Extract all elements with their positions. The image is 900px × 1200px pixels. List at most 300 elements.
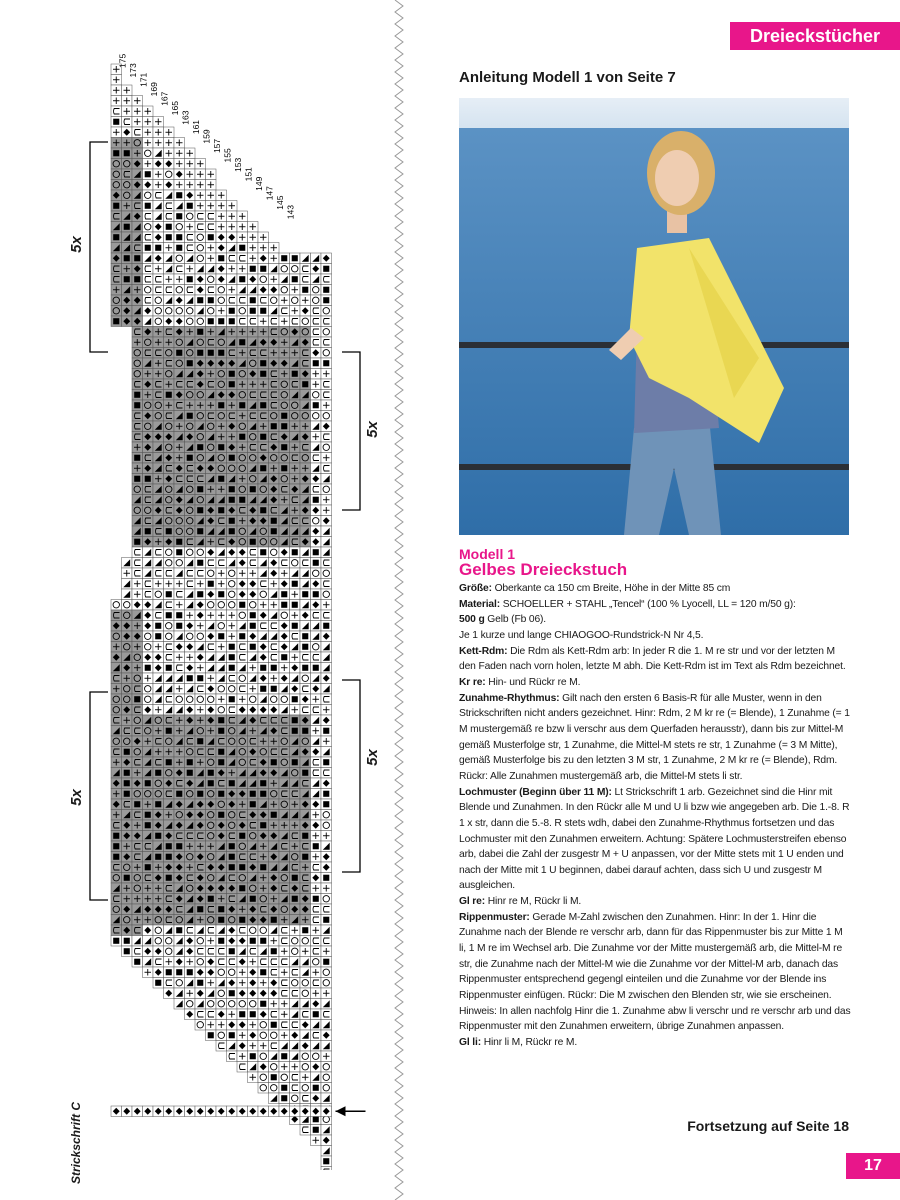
chart-cell xyxy=(269,1062,280,1073)
chart-cell xyxy=(258,873,269,884)
chart-cell xyxy=(321,1051,332,1062)
chart-cell xyxy=(206,222,217,233)
chart-cell xyxy=(279,369,290,380)
chart-cell xyxy=(132,169,143,180)
chart-cell xyxy=(174,967,185,978)
cast-on-cell xyxy=(111,1106,122,1117)
chart-cell xyxy=(185,285,196,296)
chart-cell xyxy=(269,925,280,936)
chart-cell xyxy=(132,127,143,138)
chart-cell xyxy=(132,285,143,296)
chart-cell xyxy=(321,747,332,758)
chart-cell xyxy=(216,946,227,957)
chart-cell xyxy=(206,652,217,663)
chart-cell xyxy=(237,411,248,422)
chart-cell xyxy=(248,652,259,663)
chart-cell xyxy=(206,610,217,621)
chart-cell xyxy=(248,736,259,747)
chart-cell xyxy=(237,390,248,401)
chart-cell xyxy=(300,547,311,558)
chart-cell xyxy=(279,642,290,653)
chart-cell xyxy=(122,820,133,831)
chart-cell xyxy=(164,369,175,380)
chart-cell xyxy=(143,211,154,222)
chart-cell xyxy=(111,96,122,107)
chart-cell xyxy=(300,453,311,464)
chart-cell xyxy=(206,736,217,747)
chart-cell xyxy=(311,999,322,1010)
chart-cell xyxy=(269,705,280,716)
chart-cell xyxy=(248,946,259,957)
chart-cell xyxy=(237,1051,248,1062)
chart-cell xyxy=(311,946,322,957)
chart-cell xyxy=(279,925,290,936)
chart-cell xyxy=(174,253,185,264)
continued-note: Fortsetzung auf Seite 18 xyxy=(687,1118,849,1134)
chart-cell xyxy=(311,1125,322,1136)
chart-cell xyxy=(216,999,227,1010)
chart-cell xyxy=(248,516,259,527)
chart-cell xyxy=(185,967,196,978)
chart-cell xyxy=(279,915,290,926)
chart-cell xyxy=(206,558,217,569)
chart-cell xyxy=(132,936,143,947)
chart-cell xyxy=(290,967,301,978)
chart-cell xyxy=(174,169,185,180)
chart-cell xyxy=(290,358,301,369)
chart-cell xyxy=(174,936,185,947)
chart-cell xyxy=(216,810,227,821)
chart-cell xyxy=(195,768,206,779)
chart-cell xyxy=(206,432,217,443)
chart-cell xyxy=(279,789,290,800)
chart-cell xyxy=(195,652,206,663)
chart-cell xyxy=(248,537,259,548)
chart-cell xyxy=(174,631,185,642)
chart-cell xyxy=(164,852,175,863)
chart-cell xyxy=(248,789,259,800)
chart-cell xyxy=(300,789,311,800)
chart-cell xyxy=(164,285,175,296)
chart-cell xyxy=(216,526,227,537)
chart-cell xyxy=(258,369,269,380)
chart-cell xyxy=(216,631,227,642)
chart-cell xyxy=(195,484,206,495)
chart-cell xyxy=(300,600,311,611)
chart-cell xyxy=(195,432,206,443)
chart-cell xyxy=(174,474,185,485)
chart-cell xyxy=(300,579,311,590)
chart-cell xyxy=(195,904,206,915)
chart-cell xyxy=(216,463,227,474)
chart-cell xyxy=(321,400,332,411)
chart-cell xyxy=(185,148,196,159)
chart-cell xyxy=(122,904,133,915)
chart-cell xyxy=(290,369,301,380)
chart-cell xyxy=(153,453,164,464)
chart-cell xyxy=(164,201,175,212)
chart-cell xyxy=(227,243,238,254)
chart-cell xyxy=(258,621,269,632)
chart-cell xyxy=(195,957,206,968)
row-number: 169 xyxy=(149,82,159,97)
chart-cell xyxy=(111,117,122,128)
chart-cell xyxy=(206,442,217,453)
chart-cell xyxy=(195,390,206,401)
chart-cell xyxy=(143,820,154,831)
chart-cell xyxy=(248,421,259,432)
chart-cell xyxy=(132,180,143,191)
chart-cell xyxy=(269,894,280,905)
chart-cell xyxy=(216,390,227,401)
chart-cell xyxy=(311,526,322,537)
chart-cell xyxy=(185,705,196,716)
chart-cell xyxy=(300,327,311,338)
chart-cell xyxy=(237,547,248,558)
chart-cell xyxy=(132,138,143,149)
chart-cell xyxy=(164,253,175,264)
chart-cell xyxy=(206,904,217,915)
chart-cell xyxy=(143,810,154,821)
chart-cell xyxy=(174,495,185,506)
chart-cell xyxy=(216,736,227,747)
chart-cell xyxy=(185,463,196,474)
chart-cell xyxy=(143,589,154,600)
chart-cell xyxy=(216,211,227,222)
chart-cell xyxy=(248,432,259,443)
chart-cell xyxy=(174,736,185,747)
chart-cell xyxy=(290,631,301,642)
chart-cell xyxy=(248,862,259,873)
chart-cell xyxy=(185,390,196,401)
chart-cell xyxy=(164,148,175,159)
chart-cell xyxy=(258,862,269,873)
chart-cell xyxy=(290,694,301,705)
chart-cell xyxy=(164,568,175,579)
chart-cell xyxy=(269,1009,280,1020)
chart-cell xyxy=(311,621,322,632)
chart-cell xyxy=(195,243,206,254)
chart-cell xyxy=(237,652,248,663)
chart-cell xyxy=(269,757,280,768)
chart-cell xyxy=(195,295,206,306)
chart-cell xyxy=(185,337,196,348)
chart-cell xyxy=(269,1093,280,1104)
chart-cell xyxy=(321,778,332,789)
chart-cell xyxy=(269,768,280,779)
chart-cell xyxy=(132,442,143,453)
chart-cell xyxy=(290,789,301,800)
chart-cell xyxy=(237,883,248,894)
chart-cell xyxy=(237,505,248,516)
chart-cell xyxy=(132,547,143,558)
chart-cell xyxy=(216,474,227,485)
chart-cell xyxy=(216,264,227,275)
chart-cell xyxy=(111,75,122,86)
chart-cell xyxy=(269,852,280,863)
chart-cell xyxy=(206,243,217,254)
chart-cell xyxy=(248,715,259,726)
chart-cell xyxy=(237,495,248,506)
chart-cell xyxy=(269,358,280,369)
chart-cell xyxy=(143,663,154,674)
chart-cell xyxy=(111,831,122,842)
chart-cell xyxy=(111,295,122,306)
chart-cell xyxy=(279,579,290,590)
chart-cell xyxy=(206,999,217,1010)
paragraph-reverse-stockinette: Gl li: Hinr li M, Rückr re M. xyxy=(459,1037,578,1049)
chart-cell xyxy=(311,894,322,905)
chart-cell xyxy=(237,841,248,852)
chart-cell xyxy=(311,568,322,579)
chart-cell xyxy=(237,621,248,632)
chart-cell xyxy=(279,285,290,296)
chart-cell xyxy=(216,579,227,590)
chart-cell xyxy=(206,631,217,642)
chart-cell xyxy=(216,253,227,264)
chart-cell xyxy=(227,705,238,716)
chart-cell xyxy=(216,600,227,611)
repeat-bracket-lower-right xyxy=(342,680,360,872)
chart-cell xyxy=(227,946,238,957)
chart-cell xyxy=(321,505,332,516)
chart-cell xyxy=(227,421,238,432)
chart-cell xyxy=(132,904,143,915)
chart-cell xyxy=(269,537,280,548)
chart-cell xyxy=(206,946,217,957)
chart-cell xyxy=(237,642,248,653)
chart-cell xyxy=(321,337,332,348)
chart-cell xyxy=(311,673,322,684)
chart-cell xyxy=(258,505,269,516)
cast-on-cell xyxy=(237,1106,248,1117)
chart-cell xyxy=(300,1030,311,1041)
chart-cell xyxy=(153,789,164,800)
chart-cell xyxy=(206,295,217,306)
chart-cell xyxy=(195,222,206,233)
chart-cell xyxy=(279,621,290,632)
chart-cell xyxy=(237,799,248,810)
chart-cell xyxy=(279,757,290,768)
chart-cell xyxy=(174,421,185,432)
chart-cell xyxy=(290,999,301,1010)
chart-cell xyxy=(195,442,206,453)
chart-cell xyxy=(248,474,259,485)
chart-cell xyxy=(122,589,133,600)
cast-on-cell xyxy=(290,1106,301,1117)
chart-cell xyxy=(321,894,332,905)
chart-cell xyxy=(216,652,227,663)
chart-cell xyxy=(143,243,154,254)
chart-cell xyxy=(174,904,185,915)
chart-cell xyxy=(164,778,175,789)
chart-cell xyxy=(164,222,175,233)
chart-cell xyxy=(279,463,290,474)
chart-cell xyxy=(206,358,217,369)
chart-cell xyxy=(311,925,322,936)
chart-cell xyxy=(206,316,217,327)
chart-cell xyxy=(174,316,185,327)
chart-cell xyxy=(216,883,227,894)
chart-cell xyxy=(269,621,280,632)
paragraph-increase-rhythm: Zunahme-Rhythmus: Gilt nach den ersten 6 Basis-R für alle Muster, wenn in den Strickschriften nicht anders gezeichnet. Hinr: Rdm, 2 M kr re (= Blende), 1 Zunahme (= 1 M mustergemäß re bzw li verschr aus dem Querfaden herausstr), dann bis zur Mittel-M gemäß Musterfolge str, 1 Zunahme, die Mittel-M stets re str, 1 Zunahme (= 3 M Mitte), gemäß Musterfolge bis zu den letzten 3 M str, 1 Zunahme, 2 M kr re (= Blende), Rdm. Rückr: Alle Zunahmen mustergemäß arb, die Mittel-M stets li str. xyxy=(459,692,850,782)
chart-cell xyxy=(279,264,290,275)
chart-cell xyxy=(248,568,259,579)
chart-cell xyxy=(227,232,238,243)
chart-cell xyxy=(290,894,301,905)
chart-cell xyxy=(164,516,175,527)
chart-cell xyxy=(143,400,154,411)
chart-cell xyxy=(237,421,248,432)
chart-cell xyxy=(321,631,332,642)
chart-cell xyxy=(227,642,238,653)
chart-cell xyxy=(195,789,206,800)
chart-cell xyxy=(258,852,269,863)
chart-cell xyxy=(153,190,164,201)
chart-cell xyxy=(174,222,185,233)
chart-cell xyxy=(311,684,322,695)
chart-cell xyxy=(237,862,248,873)
chart-cell xyxy=(174,768,185,779)
chart-cell xyxy=(321,1041,332,1052)
row-number: 171 xyxy=(138,72,149,87)
chart-cell xyxy=(164,810,175,821)
chart-cell xyxy=(185,600,196,611)
chart-cell xyxy=(279,253,290,264)
chart-cell xyxy=(153,558,164,569)
chart-cell xyxy=(174,369,185,380)
chart-cell xyxy=(279,327,290,338)
chart-cell xyxy=(248,495,259,506)
chart-cell xyxy=(227,978,238,989)
chart-cell xyxy=(174,789,185,800)
chart-cell xyxy=(153,883,164,894)
chart-cell xyxy=(206,232,217,243)
chart-cell xyxy=(174,915,185,926)
chart-cell xyxy=(227,999,238,1010)
chart-cell xyxy=(227,747,238,758)
chart-cell xyxy=(227,925,238,936)
chart-cell xyxy=(206,778,217,789)
chart-cell xyxy=(269,642,280,653)
chart-cell xyxy=(227,558,238,569)
chart-cell xyxy=(248,841,259,852)
chart-cell xyxy=(258,831,269,842)
chart-cell xyxy=(311,264,322,275)
chart-cell xyxy=(164,988,175,999)
chart-cell xyxy=(300,610,311,621)
chart-cell xyxy=(153,442,164,453)
chart-cell xyxy=(153,316,164,327)
chart-cell xyxy=(248,915,259,926)
chart-cell xyxy=(111,705,122,716)
chart-cell xyxy=(269,747,280,758)
chart-cell xyxy=(279,337,290,348)
chart-cell xyxy=(153,778,164,789)
chart-cell xyxy=(111,694,122,705)
chart-cell xyxy=(227,1030,238,1041)
chart-cell xyxy=(290,516,301,527)
chart-cell xyxy=(143,915,154,926)
chart-cell xyxy=(206,285,217,296)
chart-cell xyxy=(300,1062,311,1073)
chart-cell xyxy=(132,453,143,464)
chart-cell xyxy=(290,810,301,821)
chart-cell xyxy=(143,547,154,558)
chart-cell xyxy=(290,453,301,464)
chart-cell xyxy=(132,810,143,821)
chart-cell xyxy=(174,505,185,516)
chart-cell xyxy=(153,138,164,149)
chart-cell xyxy=(237,285,248,296)
chart-cell xyxy=(237,747,248,758)
chart-cell xyxy=(227,547,238,558)
chart-cell xyxy=(195,841,206,852)
chart-cell xyxy=(164,159,175,170)
chart-cell xyxy=(216,726,227,737)
chart-cell xyxy=(143,610,154,621)
chart-cell xyxy=(290,432,301,443)
chart-cell xyxy=(122,631,133,642)
chart-cell xyxy=(290,579,301,590)
chart-cell xyxy=(185,169,196,180)
chart-cell xyxy=(227,589,238,600)
chart-cell xyxy=(143,232,154,243)
chart-cell xyxy=(185,768,196,779)
chart-cell xyxy=(269,547,280,558)
chart-cell xyxy=(122,159,133,170)
chart-cell xyxy=(237,957,248,968)
chart-cell xyxy=(164,642,175,653)
chart-cell xyxy=(248,1030,259,1041)
chart-cell xyxy=(311,1030,322,1041)
chart-cell xyxy=(185,883,196,894)
chart-cell xyxy=(143,568,154,579)
chart-cell xyxy=(216,894,227,905)
chart-cell xyxy=(174,726,185,737)
chart-cell xyxy=(269,915,280,926)
chart-cell xyxy=(321,988,332,999)
chart-cell xyxy=(122,946,133,957)
chart-cell xyxy=(290,747,301,758)
chart-cell xyxy=(290,705,301,716)
chart-cell xyxy=(111,180,122,191)
chart-cell xyxy=(227,1041,238,1052)
chart-cell xyxy=(111,726,122,737)
chart-cell xyxy=(111,85,122,96)
knitting-chart-area xyxy=(60,30,390,1185)
chart-cell xyxy=(174,810,185,821)
chart-cell xyxy=(258,1009,269,1020)
chart-cell xyxy=(290,316,301,327)
chart-cell xyxy=(290,421,301,432)
row-number: 155 xyxy=(222,148,233,163)
chart-cell xyxy=(237,946,248,957)
chart-cell xyxy=(248,400,259,411)
chart-cell xyxy=(311,1051,322,1062)
chart-cell xyxy=(111,820,122,831)
chart-cell xyxy=(311,852,322,863)
chart-cell xyxy=(311,1083,322,1094)
chart-cell xyxy=(216,957,227,968)
chart-cell xyxy=(185,1009,196,1020)
chart-cell xyxy=(195,736,206,747)
model-photo xyxy=(459,98,849,535)
chart-cell xyxy=(279,673,290,684)
chart-cell xyxy=(216,799,227,810)
chart-cell xyxy=(174,873,185,884)
chart-cell xyxy=(269,453,280,464)
